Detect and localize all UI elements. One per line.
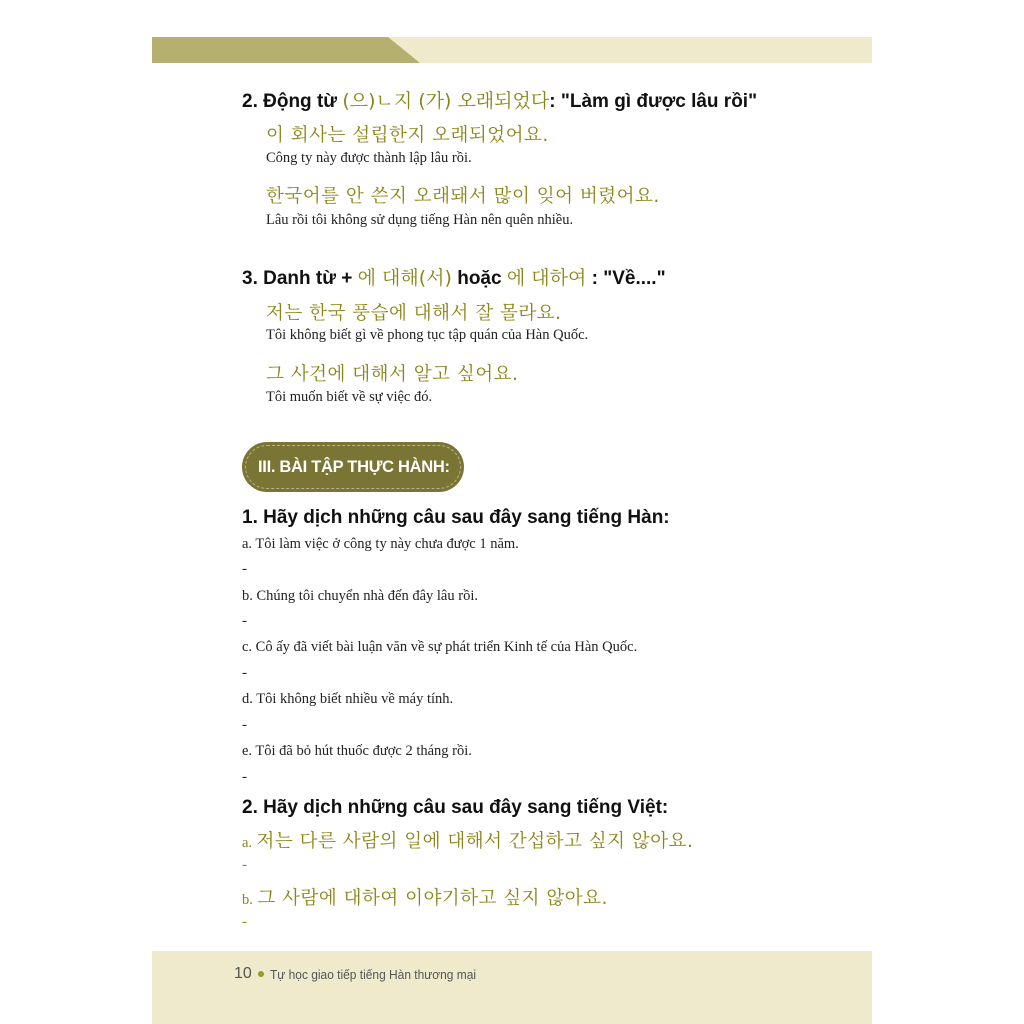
section-2-meaning: : "Làm gì được lâu rồi" xyxy=(549,91,758,112)
section-3-heading xyxy=(242,263,666,290)
section-3-pattern-2: 에 대하여 xyxy=(506,267,587,289)
bullet-dot-icon xyxy=(258,971,264,977)
answer-line: - xyxy=(242,613,247,629)
exercise-1-title: 1. Hãy dịch những câu sau đây sang tiếng Hàn: xyxy=(242,507,670,528)
example-ko: 이 회사는 설립한지 오래되었어요. xyxy=(266,125,549,146)
section-2-heading xyxy=(242,86,757,113)
book-title: Tự học giao tiếp tiếng Hàn thương mại xyxy=(269,966,476,982)
book-page xyxy=(152,37,872,1024)
answer-line: - xyxy=(242,857,247,873)
example-vi: Tôi không biết gì về phong tục tập quán của Hàn Quốc. xyxy=(266,327,589,343)
example-vi: Tôi muốn biết về sự việc đó. xyxy=(266,389,433,405)
header-band xyxy=(152,37,872,63)
item-prefix: a. xyxy=(242,835,253,851)
item-prefix: b. xyxy=(242,892,253,908)
practice-badge-label: III. BÀI TẬP THỰC HÀNH: xyxy=(258,457,450,476)
answer-line: - xyxy=(242,665,247,681)
exercise-item: d. Tôi không biết nhiều về máy tính. xyxy=(242,691,454,707)
exercise-item: c. Cô ấy đã viết bài luận văn về sự phát triển Kinh tế của Hàn Quốc. xyxy=(242,639,638,655)
section-2-pattern: (으)ㄴ지 (가) 오래되었다 xyxy=(342,90,550,112)
exercise-item: a. Tôi làm việc ở công ty này chưa được 1 năm. xyxy=(242,536,519,552)
exercise-item xyxy=(242,884,608,910)
section-3-connector: hoặc xyxy=(457,268,502,289)
exercise-2-title: 2. Hãy dịch những câu sau đây sang tiếng Việt: xyxy=(242,797,669,818)
page-footer xyxy=(234,962,494,986)
exercise-item xyxy=(242,827,693,853)
section-2-label: 2. Động từ xyxy=(242,91,338,112)
answer-line: - xyxy=(242,769,247,785)
section-3-meaning: : "Về...." xyxy=(591,268,666,289)
example-ko: 한국어를 안 쓴지 오래돼서 많이 잊어 버렸어요. xyxy=(266,186,660,207)
header-tab-decoration xyxy=(152,37,420,63)
example-vi: Công ty này được thành lập lâu rồi. xyxy=(266,150,472,166)
exercise-item-ko: 그 사람에 대하여 이야기하고 싶지 않아요. xyxy=(257,888,608,909)
example-vi: Lâu rồi tôi không sử dụng tiếng Hàn nên quên nhiều. xyxy=(266,212,574,228)
answer-line: - xyxy=(242,717,247,733)
page-number: 10 xyxy=(234,965,252,982)
section-3-pattern-1: 에 대해(서) xyxy=(357,267,452,289)
example-ko: 그 사건에 대해서 알고 싶어요. xyxy=(266,364,519,385)
exercise-item-ko: 저는 다른 사람의 일에 대해서 간섭하고 싶지 않아요. xyxy=(256,831,694,852)
exercise-item: b. Chúng tôi chuyển nhà đến đây lâu rồi. xyxy=(242,588,478,604)
answer-line: - xyxy=(242,561,247,577)
exercise-item: e. Tôi đã bỏ hút thuốc được 2 tháng rồi. xyxy=(242,743,472,759)
section-3-label: 3. Danh từ + xyxy=(242,268,353,289)
practice-section-badge xyxy=(242,442,464,492)
example-ko: 저는 한국 풍습에 대해서 잘 몰라요. xyxy=(266,303,562,324)
answer-line: - xyxy=(242,914,247,930)
